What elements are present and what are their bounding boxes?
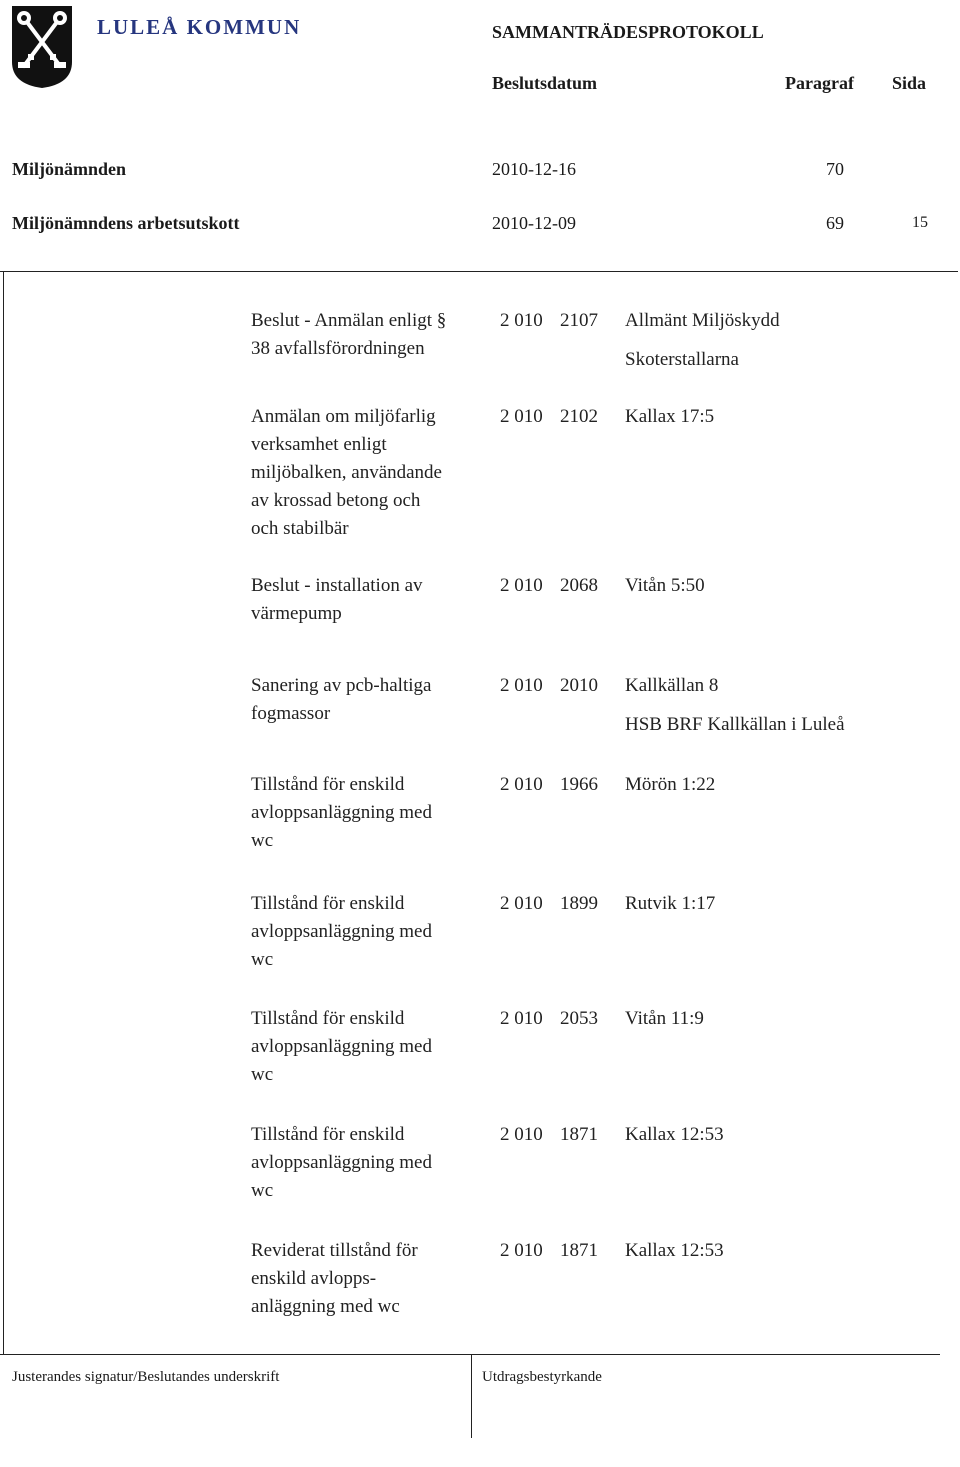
signature-label: Justerandes signatur/Beslutandes underskrift <box>12 1369 280 1385</box>
item-number: 2 010 2102 <box>500 406 598 427</box>
item-number: 2 010 2010 <box>500 675 598 696</box>
footer-separator-line <box>0 1354 940 1355</box>
item-description: Reviderat tillstånd för enskild avlopps- anläggning med wc <box>251 1240 418 1317</box>
item-number: 2 010 2107 <box>500 310 598 331</box>
item-description: Tillstånd för enskild avloppsanläggning med wc <box>251 1008 432 1085</box>
meta-date: 2010-12-09 <box>492 213 576 233</box>
item-place: Rutvik 1:17 <box>625 893 716 914</box>
meta-date: 2010-12-16 <box>492 159 576 179</box>
item-number: 2 010 2053 <box>500 1008 598 1029</box>
item-number: 2 010 2068 <box>500 575 598 596</box>
item-place: Vitån 5:50 <box>625 575 705 596</box>
meta-body-name: Miljönämnden <box>12 159 127 179</box>
meta-paragraph: 69 <box>826 213 844 233</box>
item-number: 2 010 1871 <box>500 1240 598 1261</box>
column-header-page: Sida <box>892 73 927 93</box>
item-description: Beslut - installation av värmepump <box>251 575 423 624</box>
item-place-sub: Skoterstallarna <box>625 349 739 370</box>
item-place: Kallkällan 8 HSB BRF Kallkällan i Luleå <box>625 672 845 739</box>
item-place: Allmänt Miljöskydd Skoterstallarna <box>625 307 780 374</box>
certification-label: Utdragsbestyrkande <box>482 1369 602 1385</box>
crest-keys-icon <box>10 4 74 90</box>
page-number: 15 <box>912 214 928 231</box>
column-header-paragraph: Paragraf <box>785 73 854 93</box>
item-number: 2 010 1966 <box>500 774 598 795</box>
item-place: Vitån 11:9 <box>625 1008 704 1029</box>
footer-divider-line <box>471 1354 472 1438</box>
item-description: Tillstånd för enskild avloppsanläggning med wc <box>251 1124 432 1201</box>
item-place: Kallax 12:53 <box>625 1240 724 1261</box>
frame-top-line <box>0 271 958 272</box>
item-place: Kallax 17:5 <box>625 406 715 427</box>
item-place: Kallax 12:53 <box>625 1124 724 1145</box>
meta-body-name: Miljönämndens arbetsutskott <box>12 213 240 233</box>
item-number: 2 010 1871 <box>500 1124 598 1145</box>
item-place: Mörön 1:22 <box>625 774 716 795</box>
item-place-sub: HSB BRF Kallkällan i Luleå <box>625 714 845 735</box>
item-description: Beslut - Anmälan enligt § 38 avfallsförordningen <box>251 310 447 359</box>
document-type: SAMMANTRÄDESPROTOKOLL <box>492 22 764 42</box>
item-description: Anmälan om miljöfarlig verksamhet enligt miljöbalken, användande av krossad betong och och stabilbär <box>251 406 442 539</box>
item-number: 2 010 1899 <box>500 893 598 914</box>
column-header-date: Beslutsdatum <box>492 73 598 93</box>
organization-name: LULEÅ KOMMUN <box>97 15 302 39</box>
item-description: Sanering av pcb-haltiga fogmassor <box>251 675 432 724</box>
municipality-crest-logo <box>10 4 74 90</box>
frame-left-line <box>3 271 4 1354</box>
item-description: Tillstånd för enskild avloppsanläggning med wc <box>251 893 432 970</box>
meta-paragraph: 70 <box>826 159 844 179</box>
item-description: Tillstånd för enskild avloppsanläggning med wc <box>251 774 432 851</box>
